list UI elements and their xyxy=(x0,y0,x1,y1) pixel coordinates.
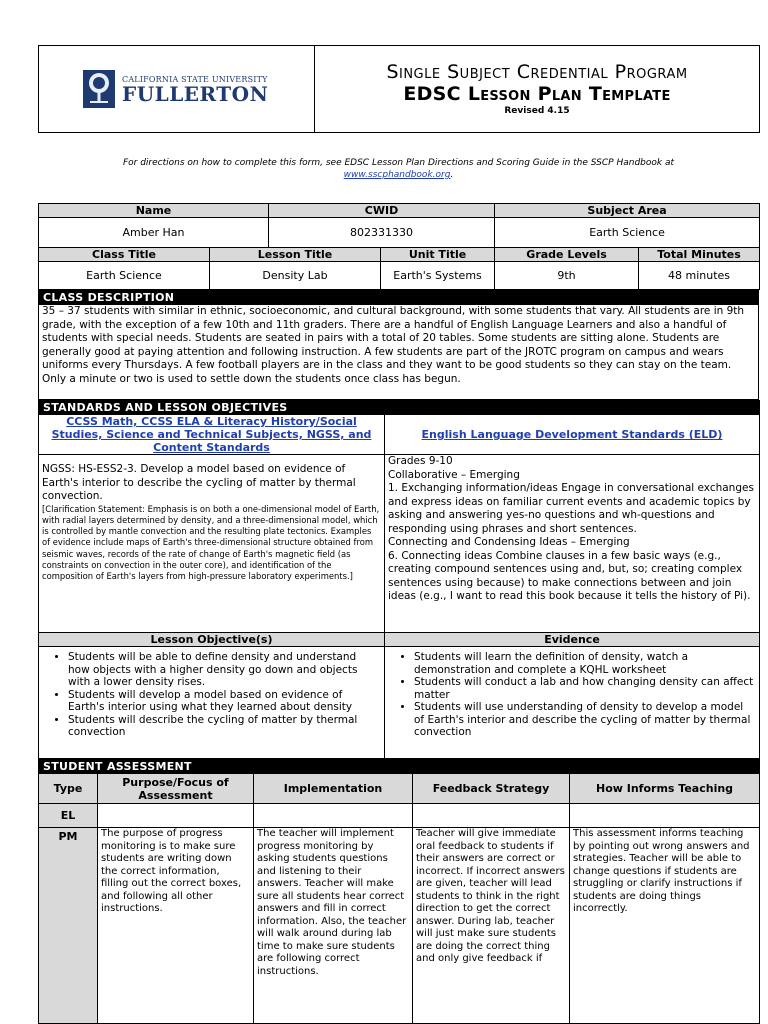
evidence-list xyxy=(388,651,756,739)
total-minutes-header: Total Minutes xyxy=(639,248,760,262)
directions-block xyxy=(38,133,759,203)
class-title-header: Class Title xyxy=(39,248,210,262)
assessment-feedback xyxy=(413,804,570,828)
assessment-type: PM xyxy=(39,828,98,1024)
implementation-column-header: Implementation xyxy=(254,774,413,804)
assessment-feedback: Teacher will give immediate oral feedback to students if their answers are correct or incorrect. If incorrect answers are given, teacher will lead students to think in the right direction to get the correct answer. During lab, teacher will just make sure students are doing the correct thing and only give feedback if xyxy=(413,828,570,1024)
evidence-header: Evidence xyxy=(385,633,760,647)
cwid-header: CWID xyxy=(269,204,495,218)
assessment-purpose xyxy=(98,804,254,828)
eld-standards-link[interactable]: English Language Development Standards (ELD) xyxy=(385,415,760,455)
evidence-item: • Students will conduct a lab and how changing density can affect matter xyxy=(414,676,756,701)
directions-sentence: For directions on how to complete this form, see EDSC Lesson Plan Directions and Scoring Guide in the SSCP Handbook at xyxy=(122,158,675,168)
evidence-cell xyxy=(385,647,760,759)
ngss-clarification-text: [Clarification Statement: Emphasis is on both a one-dimensional model of Earth, with radial layers determined by density, and a three-dimensional model, which is controlled by mantle convection and the resulting plate tectonics. Examples of evidence include maps of Earth's three-dimensional structure obtained from seismic waves, records of the rate of change of Earth's magnetic field (as constraints on convection in the outer core), and identification of the composition of Earth's layers from high-pressure laboratory experiments.] xyxy=(42,503,380,582)
objective-item: • Students will describe the cycling of matter by thermal convection xyxy=(68,714,381,739)
table-row xyxy=(39,828,760,1024)
assessment-informs: This assessment informs teaching by pointing out wrong answers and strategies. Teacher will be able to change questions if students are struggling or clarify instructions if students are doing things incorrectly. xyxy=(570,828,760,1024)
logo-cell xyxy=(39,46,315,133)
ngss-standard-cell xyxy=(39,455,385,633)
evidence-item: • Students will learn the definition of density, watch a demonstration and complete a KQHL worksheet xyxy=(414,651,756,676)
assessment-purpose: The purpose of progress monitoring is to make sure students are writing down the correct information, filling out the correct boxes, and following all other instructions. xyxy=(98,828,254,1024)
feedback-column-header: Feedback Strategy xyxy=(413,774,570,804)
logo-university-text: CALIFORNIA STATE UNIVERSITY xyxy=(122,74,268,84)
type-column-header: Type xyxy=(39,774,98,804)
subject-value: Earth Science xyxy=(495,218,760,248)
standards-heading: STANDARDS AND LESSON OBJECTIVES xyxy=(39,401,760,415)
grade-levels-header: Grade Levels xyxy=(495,248,639,262)
lesson-title-value: Density Lab xyxy=(210,262,381,290)
assessment-implementation: The teacher will implement progress monitoring by asking students questions and listening to their answers. Teacher will make sure all students hear correct answers and fill in correct information. Also, the teacher will walk around during lab time to make sure students are following correct instructions. xyxy=(254,828,413,1024)
eld-line: Grades 9-10 xyxy=(388,455,453,467)
objective-item: • Students will develop a model based on evidence of Earth's interior using what they learned about density xyxy=(68,689,381,714)
logo-campus-text: FULLERTON xyxy=(122,81,269,106)
handbook-link[interactable]: www.sscphandbook.org xyxy=(343,170,451,180)
lesson-objectives-header: Lesson Objective(s) xyxy=(39,633,385,647)
objective-item: • Students will be able to define density and understand how objects with a higher density go down and objects with a lower density rises. xyxy=(68,651,381,689)
lesson-plan-page xyxy=(38,45,759,1024)
assessment-implementation xyxy=(254,804,413,828)
assessment-table xyxy=(38,759,760,1024)
total-minutes-value: 48 minutes xyxy=(639,262,760,290)
eld-line: Connecting and Condensing Ideas – Emerging xyxy=(388,536,630,548)
standards-table xyxy=(38,400,760,759)
ngss-standard-text: NGSS: HS-ESS2-3. Develop a model based on evidence of Earth's interior to describe the cycling of matter by thermal convection. xyxy=(42,463,356,502)
table-row xyxy=(39,804,760,828)
name-header: Name xyxy=(39,204,269,218)
class-title-value: Earth Science xyxy=(39,262,210,290)
assessment-heading: STUDENT ASSESSMENT xyxy=(39,760,760,774)
eld-standard-cell xyxy=(385,455,760,633)
info-table xyxy=(38,203,760,290)
subject-header: Subject Area xyxy=(495,204,760,218)
eld-line: 1. Exchanging information/ideas Engage in conversational exchanges and express ideas on familiar current events and academic topics by asking and answering yes-no questions and wh-questions and responding using phrases and short sentences. xyxy=(388,482,754,535)
directions-suffix: . xyxy=(450,170,454,180)
name-value: Amber Han xyxy=(39,218,269,248)
purpose-column-header: Purpose/Focus of Assessment xyxy=(98,774,254,804)
template-title: EDSC Lesson Plan Template xyxy=(403,83,671,105)
ccss-standards-link[interactable]: CCSS Math, CCSS ELA & Literacy History/Social Studies, Science and Technical Subjects, NGSS, and Content Standards xyxy=(39,415,385,455)
unit-title-value: Earth's Systems xyxy=(381,262,495,290)
header-table xyxy=(38,45,760,133)
program-title: Single Subject Credential Program xyxy=(386,61,688,83)
evidence-item: • Students will use understanding of density to develop a model of Earth's interior and describe the cycling of matter by thermal convection xyxy=(414,701,756,739)
class-description-table xyxy=(38,290,759,400)
unit-title-header: Unit Title xyxy=(381,248,495,262)
eld-line: Collaborative – Emerging xyxy=(388,468,520,481)
objectives-cell xyxy=(39,647,385,759)
cwid-value: 802331330 xyxy=(269,218,495,248)
title-cell xyxy=(315,46,760,133)
class-description-text: 35 – 37 students with similar in ethnic, socioeconomic, and cultural background, with some students that vary. All students are in 9th grade, with the exception of a few 10th and 11th graders. There are a handful of English Language Learners and also a handful of students with special needs. Students are seated in pairs with a total of 20 tables. Some students are sitting alone. Students are generally good at paying attention and following instruction. A few students are part of the JROTC program on campus and wears uniforms every Thursdays. A few football players are in the class and they want to be good students so they can stay on the team. Only a minute or two is used to settle down the students once class has begun. xyxy=(39,305,759,400)
assessment-type: EL xyxy=(39,804,98,828)
revised-label: Revised 4.15 xyxy=(504,106,570,116)
lesson-title-header: Lesson Title xyxy=(210,248,381,262)
tree-seal-icon xyxy=(82,69,116,109)
directions-text xyxy=(38,157,759,181)
assessment-informs xyxy=(570,804,760,828)
informs-column-header: How Informs Teaching xyxy=(570,774,760,804)
university-logo xyxy=(42,69,311,109)
eld-line: 6. Connecting ideas Combine clauses in a few basic ways (e.g., creating compound sentences using and, but, so; creating complex sentences using because) to make connections between and join ideas (e.g., I want to read this book because it tells the history of Pi). xyxy=(388,549,751,602)
grade-levels-value: 9th xyxy=(495,262,639,290)
objectives-list xyxy=(42,651,381,739)
class-description-heading: CLASS DESCRIPTION xyxy=(39,291,759,305)
